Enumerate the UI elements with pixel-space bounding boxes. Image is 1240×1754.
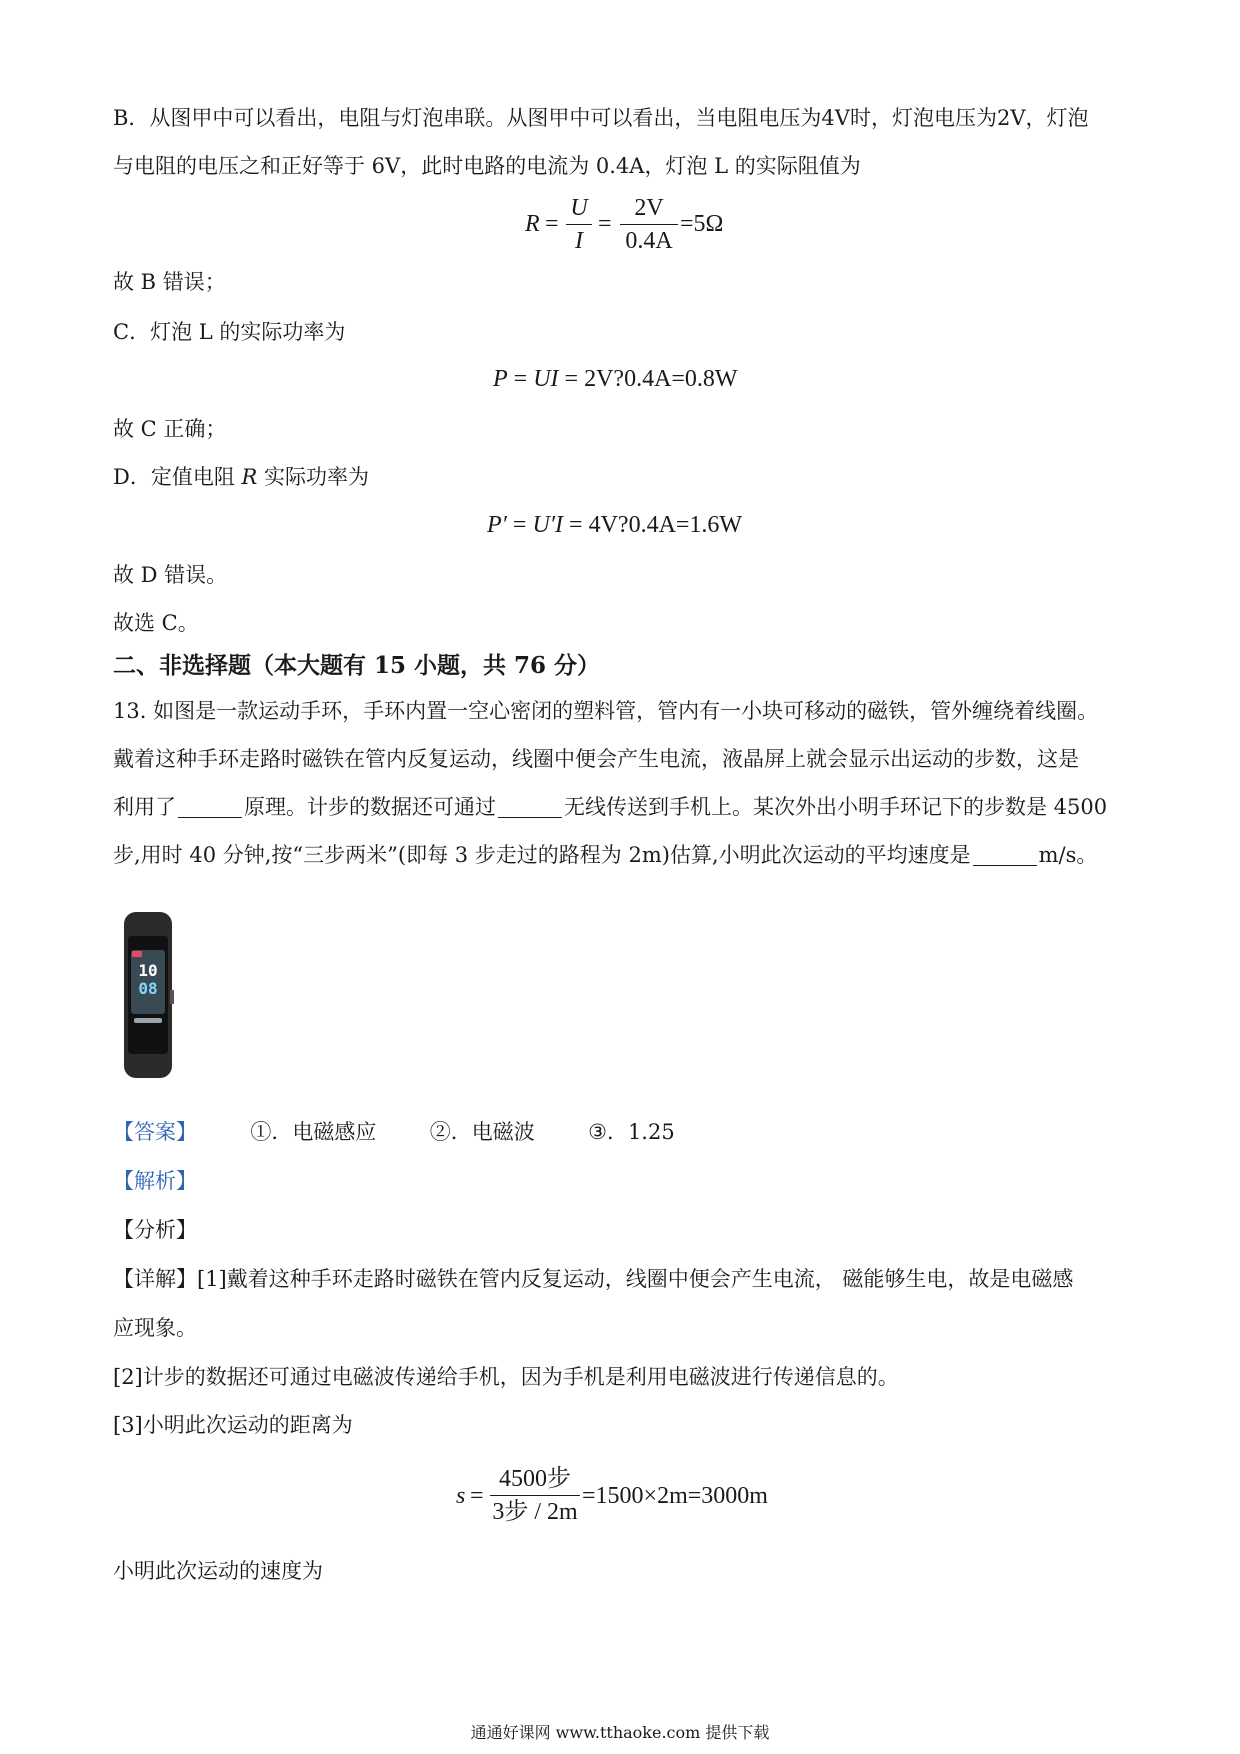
band-hour: 10	[138, 961, 158, 980]
formula-s-den: 3步 / 2m	[492, 1499, 578, 1525]
option-d-line	[113, 462, 369, 492]
formula-s-frac	[490, 1464, 580, 1527]
formula-r-num2: 2V	[634, 195, 664, 221]
option-b-line2: 与电阻的电压之和正好等于 6V，此时电路的电流为 0.4A，灯泡 L 的实际阻值为	[113, 154, 861, 178]
answer-1: ①．电磁感应	[250, 1120, 377, 1144]
formula-r-frac2	[620, 193, 678, 256]
answer-blank-2	[498, 795, 562, 818]
final-choice: 故选 C。	[113, 611, 199, 635]
formula-d-mid: U′I	[532, 512, 564, 538]
formula-r-frac1	[566, 193, 592, 256]
option-c-line: C．灯泡 L 的实际功率为	[113, 320, 346, 344]
formula-s-lhs: s	[456, 1483, 466, 1509]
answer-label: 【答案】	[113, 1120, 197, 1144]
option-d-conclusion: 故 D 错误。	[113, 563, 228, 587]
option-d-suffix: 实际功率为	[257, 465, 370, 489]
band-minute: 08	[138, 979, 158, 998]
formula-d-rhs: = 4V?0.4A=1.6W	[563, 512, 743, 538]
option-c-conclusion: 故 C 正确；	[113, 417, 227, 441]
formula-c-eq: =	[507, 366, 534, 392]
formula-s-num: 4500步	[499, 1466, 571, 1492]
detail-line4: [3]小明此次运动的距离为	[113, 1413, 353, 1437]
q13-line3-a: 利用了	[113, 795, 176, 819]
q13-line4-a: 步,用时 40 分钟,按“三步两米”(即每 3 步走过的路程为 2m)估算,小明此次运动的平均速度是	[113, 843, 971, 867]
formula-r-lhs: R	[525, 211, 540, 237]
formula-r-num1: U	[570, 195, 588, 221]
formula-d-lhs: P′	[487, 512, 507, 538]
q13-line4-b: m/s。	[1038, 843, 1098, 867]
q13-line4	[113, 840, 1097, 870]
formula-s-eq: =	[470, 1483, 484, 1509]
formula-r-den1: I	[575, 228, 583, 254]
answer-row	[113, 1117, 675, 1147]
detail-label: 【详解】	[113, 1267, 197, 1291]
q13-line2: 戴着这种手环走路时磁铁在管内反复运动，线圈中便会产生电流，液晶屏上就会显示出运动的步数，这是	[113, 747, 1079, 771]
detail-line1	[113, 1264, 1073, 1294]
detail-line3: [2]计步的数据还可通过电磁波传递给手机，因为手机是利用电磁波进行传递信息的。	[113, 1365, 899, 1389]
formula-c-rhs: = 2V?0.4A=0.8W	[558, 366, 738, 392]
analysis-label: 【解析】	[113, 1169, 197, 1193]
q13-line1: 13. 如图是一款运动手环，手环内置一空心密闭的塑料管，管内有一小块可移动的磁铁，管外缠绕着线圈。	[113, 699, 1099, 723]
section-heading: 二、非选择题（本大题有 15 小题，共 76 分）	[113, 652, 601, 679]
option-b-line1: B．从图甲中可以看出，电阻与灯泡串联。从图甲中可以看出，当电阻电压为4V时，灯泡电压为2V，灯泡	[113, 106, 1089, 130]
formula-power-d	[487, 510, 742, 540]
fenxi-label: 【分析】	[113, 1218, 197, 1242]
formula-power-c	[493, 364, 738, 394]
q13-line3-c: 无线传送到手机上。某次外出小明手环记下的步数是 4500	[564, 795, 1108, 819]
detail-line5: 小明此次运动的速度为	[113, 1559, 323, 1583]
answer-blank-1	[178, 795, 242, 818]
formula-c-lhs: P	[493, 366, 508, 392]
formula-c-mid: UI	[533, 366, 559, 392]
answer-blank-3	[973, 843, 1037, 866]
answer-2: ②．电磁波	[429, 1120, 535, 1144]
q13-line3-b: 原理。计步的数据还可通过	[244, 795, 496, 819]
option-d-var: R	[241, 465, 258, 489]
footer: 通通好课网 www.tthaoke.com 提供下载	[470, 1723, 770, 1742]
option-b-conclusion: 故 B 错误；	[113, 270, 226, 294]
formula-s-rhs: =1500×2m=3000m	[582, 1483, 768, 1509]
detail-line2: 应现象。	[113, 1316, 197, 1340]
formula-r-eq1: =	[545, 211, 559, 237]
answer-3: ③．1.25	[588, 1120, 675, 1144]
formula-r-eq2: =	[598, 211, 612, 237]
formula-r-den2: 0.4A	[625, 228, 673, 254]
formula-r-rhs: =5Ω	[680, 211, 724, 237]
q13-line3	[113, 792, 1107, 822]
fitness-band-image	[120, 910, 176, 1080]
formula-d-eq: =	[506, 512, 533, 538]
option-d-prefix: D．定值电阻	[113, 465, 242, 489]
detail-line1-text: [1]戴着这种手环走路时磁铁在管内反复运动，线圈中便会产生电流， 磁能够生电，故是电磁感	[197, 1267, 1074, 1291]
fitness-band-icon	[120, 910, 176, 1080]
